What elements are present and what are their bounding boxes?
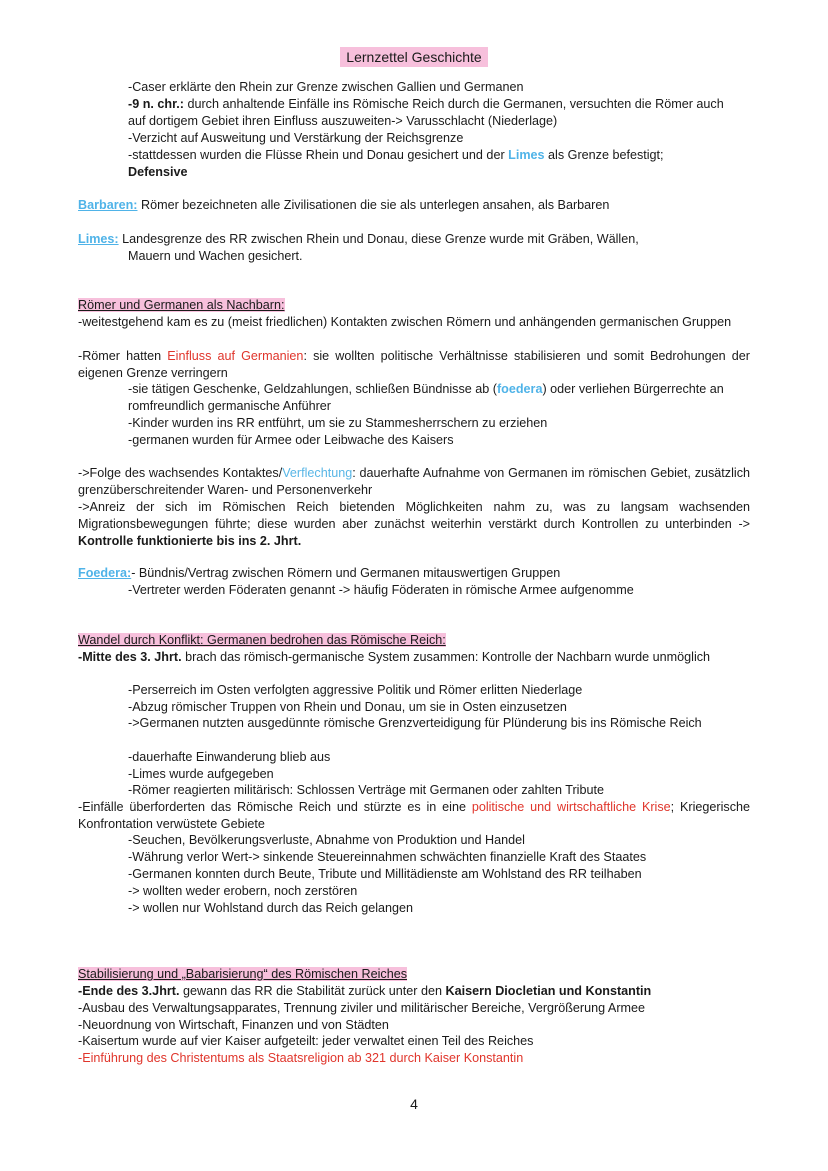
nachbarn-para-2 [78, 348, 750, 382]
stabil-line-2: -Ausbau des Verwaltungsapparates, Trennung ziviler und militärischer Bereiche, Vergrößerung Armee [78, 1001, 646, 1015]
nachbarn-para-3b: : dauerhafte Aufnahme von Germanen im römischen Gebiet, zusätzlich grenzüberschreitender Waren- und Personenverkehr [78, 466, 750, 497]
barbaren-text: Römer bezeichneten alle Zivilisationen die sie als unterlegen ansahen, als Barbaren [137, 198, 610, 212]
konflikt-para-1 [78, 649, 750, 666]
mitte-3-jhrt: -Mitte des 3. Jhrt. [78, 650, 182, 664]
einfluss-keyword: Einfluss auf Germanien [167, 349, 304, 363]
barbaren-term: Barbaren: [78, 198, 138, 212]
limes-text-1: Landesgrenze des RR zwischen Rhein und Donau, diese Grenze wurde mit Gräben, Wällen, [118, 232, 639, 246]
heading-konflikt-text: Wandel durch Konflikt: Germanen bedrohen das Römische Reich: [78, 633, 446, 647]
konflikt-sub-1: -Seuchen, Bevölkerungsverluste, Abnahme von Produktion und Handel [128, 833, 525, 847]
nachbarn-para-2b: : sie wollten politische Verhältnisse stabilisieren und somit Bedrohungen der eigenen Grenze verringern [78, 349, 750, 380]
intro-line-2 [128, 96, 728, 130]
stabil-line-1a: gewann das RR die Stabilität zurück unter den [179, 984, 446, 998]
intro-line-3: -Verzicht auf Ausweitung und Verstärkung der Reichsgrenze [128, 131, 464, 145]
stabil-line-5: -Einführung des Christentums als Staatsreligion ab 321 durch Kaiser Konstantin [78, 1051, 524, 1065]
nachbarn-para-3 [78, 465, 750, 499]
nachbarn-indent-1a: -sie tätigen Geschenke, Geldzahlungen, schließen Bündnisse ab ( [128, 382, 497, 396]
limes-definition [78, 231, 639, 248]
stabil-line-3: -Neuordnung von Wirtschaft, Finanzen und von Städten [78, 1018, 389, 1032]
konflikt-indent-6: -Römer reagierten militärisch: Schlossen Verträge mit Germanen oder zahlten Tribute [128, 783, 604, 797]
kaiser-names: Kaisern Diocletian und Konstantin [445, 984, 652, 998]
nachbarn-indent-2: -Kinder wurden ins RR entführt, um sie zu Stammesherrschern zu erziehen [128, 416, 548, 430]
intro-line-2-text: durch anhaltende Einfälle ins Römische Reich durch die Germanen, versuchten die Römer auch auf dortigem Gebiet ihren Einfluss auszuweiten-> Varusschlacht (Niederlage) [128, 97, 724, 128]
verflechtung-keyword: Verflechtung [282, 466, 353, 480]
konflikt-indent-3: ->Germanen nutzten ausgedünnte römische Grenzverteidigung für Plünderung bis ins Römische Reich [128, 716, 702, 730]
konflikt-para-2b: ; Kriegerische Konfrontation verwüstete Gebiete [78, 800, 751, 831]
title-wrap [0, 47, 828, 67]
date-9nchr: -9 n. chr.: [128, 97, 184, 111]
intro-line-1: -Caser erklärte den Rhein zur Grenze zwischen Gallien und Germanen [128, 80, 524, 94]
nachbarn-para-2a: -Römer hatten [78, 349, 168, 363]
stabil-line-4: -Kaisertum wurde auf vier Kaiser aufgeteilt: jeder verwaltet einen Teil des Reiches [78, 1034, 534, 1048]
nachbarn-indent-1b: ) oder verliehen Bürgerrechte an romfreundlich germanische Anführer [128, 382, 724, 413]
stabil-line-1 [78, 983, 651, 1000]
konflikt-sub-3: -Germanen konnten durch Beute, Tribute und Millitädienste am Wohlstand des RR teilhaben [128, 867, 642, 881]
konflikt-para-2a: -Einfälle überforderten das Römische Reich und stürzte es in eine [78, 800, 472, 814]
foedera-keyword: foedera [496, 382, 543, 396]
intro-line-4a: -stattdessen wurden die Flüsse Rhein und Donau gesichert und der [128, 148, 509, 162]
heading-stabilisierung-text: Stabilisierung und „Babarisierung“ des Römischen Reiches [78, 967, 408, 981]
konflikt-para-1-text: brach das römisch-germanische System zusammen: Kontrolle der Nachbarn wurde unmöglich [181, 650, 711, 664]
foedera-term: Foedera: [78, 566, 132, 580]
page-number: 4 [410, 1096, 418, 1112]
konflikt-indent-4: -dauerhafte Einwanderung blieb aus [128, 750, 331, 764]
nachbarn-para-3a: ->Folge des wachsendes Kontaktes/ [78, 466, 283, 480]
limes-keyword: Limes [508, 148, 545, 162]
section-heading-konflikt [78, 632, 446, 649]
nachbarn-indent-3: -germanen wurden für Armee oder Leibwache des Kaisers [128, 433, 454, 447]
section-heading-nachbarn [78, 297, 285, 314]
krise-keyword: politische und wirtschaftliche Krise [471, 800, 671, 814]
limes-term: Limes: [78, 232, 119, 246]
section-heading-stabilisierung [78, 966, 407, 983]
konflikt-indent-2: -Abzug römischer Truppen von Rhein und Donau, um sie in Osten einzusetzen [128, 700, 567, 714]
nachbarn-para-4a: ->Anreiz der sich im Römischen Reich bietenden Möglichkeiten nahm zu, was zu langsam wachsenden Migrationsbewegungen führte; diese wurden aber zunächst weiterhin verstärkt durch Kontrollen zu unterbinden -> [78, 500, 750, 531]
konflikt-indent-5: -Limes wurde aufgegeben [128, 767, 274, 781]
heading-nachbarn-text: Römer und Germanen als Nachbarn: [78, 298, 285, 312]
intro-line-5 [128, 164, 188, 181]
konflikt-para-2 [78, 799, 750, 833]
limes-text-2: Mauern und Wachen gesichert. [128, 249, 303, 263]
konflikt-indent-1: -Perserreich im Osten verfolgten aggressive Politik und Römer erlitten Niederlage [128, 683, 583, 697]
konflikt-sub-4: -> wollten weder erobern, noch zerstören [128, 884, 358, 898]
nachbarn-para-4 [78, 499, 750, 549]
foedera-text-2: -Vertreter werden Föderaten genannt -> häufig Föderaten in römische Armee aufgenomme [128, 583, 634, 597]
konflikt-sub-2: -Währung verlor Wert-> sinkende Steuereinnahmen schwächten finanzielle Kraft des Staates [128, 850, 647, 864]
konflikt-sub-5: -> wollen nur Wohlstand durch das Reich gelangen [128, 901, 414, 915]
page-title: Lernzettel Geschichte [340, 47, 487, 67]
nachbarn-para-1: -weitestgehend kam es zu (meist friedlichen) Kontakten zwischen Römern und anhängenden germanischen Gruppen [78, 315, 732, 329]
foedera-definition [78, 565, 560, 582]
nachbarn-para-4b: Kontrolle funktionierte bis ins 2. Jhrt. [78, 533, 302, 548]
ende-3-jhrt: -Ende des 3.Jhrt. [78, 984, 180, 998]
foedera-text: - Bündnis/Vertrag zwischen Römern und Germanen mitauswertigen Gruppen [131, 566, 561, 580]
intro-line-4b: als Grenze befestigt; [544, 148, 664, 162]
intro-line-4 [128, 147, 664, 164]
barbaren-definition [78, 197, 609, 214]
defensive-keyword: Defensive [128, 165, 188, 179]
nachbarn-indent-1 [128, 381, 728, 415]
